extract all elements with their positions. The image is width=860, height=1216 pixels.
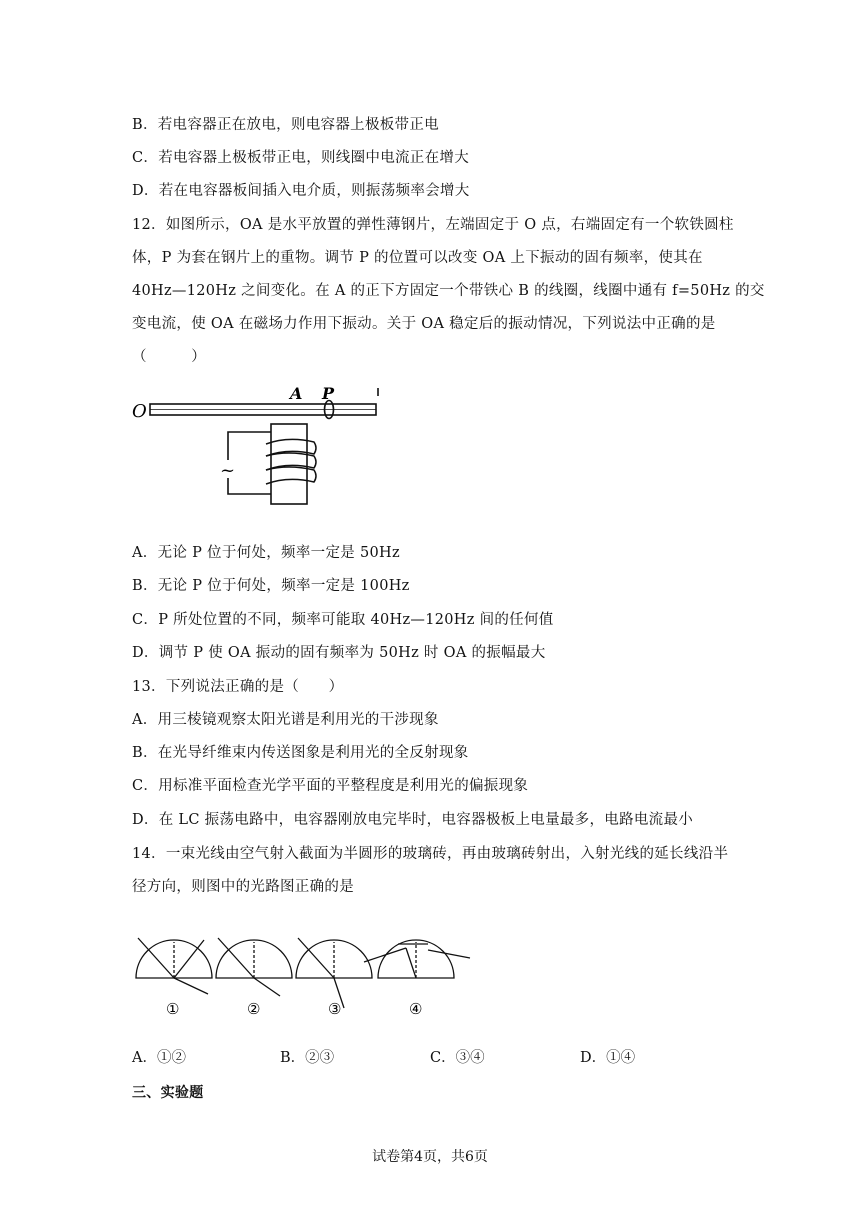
q12-option-c: C．P 所处位置的不同，频率可能取 40Hz—120Hz 间的任何值 (132, 612, 554, 628)
q12-stem-line-5: （ ） (132, 349, 206, 365)
figure-label-2: ② (247, 1000, 261, 1018)
label-p: P (322, 384, 335, 403)
section-title: 三、实验题 (132, 1085, 204, 1101)
q12-stem-line-2: 体，P 为套在钢片上的重物。调节 P 的位置可以改变 OA 上下振动的固有频率，使其在 (132, 250, 703, 266)
ac-source-symbol: ~ (220, 460, 236, 481)
q14-stem-line-2: 径方向，则图中的光路图正确的是 (132, 879, 354, 895)
figure-label-1: ① (166, 1000, 180, 1018)
q12-spring-steel-figure (128, 382, 388, 512)
q12-stem-line-1: 12．如图所示，OA 是水平放置的弹性薄钢片，左端固定于 O 点，右端固定有一个软铁圆柱 (132, 217, 734, 233)
q13-option-a: A．用三棱镜观察太阳光谱是利用光的干涉现象 (132, 712, 439, 728)
q11-option-b: B．若电容器正在放电，则电容器上极板带正电 (132, 117, 439, 133)
page-footer: 试卷第4页，共6页 (372, 1149, 488, 1165)
label-o: O (132, 401, 147, 422)
q14-option-b: B．②③ (280, 1050, 335, 1066)
q13-option-d: D．在 LC 振荡电路中，电容器刚放电完毕时，电容器极板上电量最多，电路电流最小 (132, 812, 694, 828)
figure-label-3: ③ (328, 1000, 342, 1018)
q13-stem: 13．下列说法正确的是（ ） (132, 679, 344, 695)
q14-stem-line-1: 14．一束光线由空气射入截面为半圆形的玻璃砖，再由玻璃砖射出，入射光线的延长线沿半 (132, 846, 729, 862)
q14-option-a: A．①② (132, 1050, 186, 1066)
q13-option-b: B．在光导纤维束内传送图象是利用光的全反射现象 (132, 745, 469, 761)
q11-option-c: C．若电容器上极板带正电，则线圈中电流正在增大 (132, 150, 469, 166)
figure-label-4: ④ (409, 1000, 423, 1018)
q14-option-d: D．①④ (580, 1050, 636, 1066)
q13-option-c: C．用标准平面检查光学平面的平整程度是利用光的偏振现象 (132, 778, 529, 794)
q14-light-path-figure (128, 928, 478, 1018)
q12-option-d: D．调节 P 使 OA 振动的固有频率为 50Hz 时 OA 的振幅最大 (132, 645, 546, 661)
label-a: A (290, 384, 303, 403)
q12-stem-line-4: 变电流，使 OA 在磁场力作用下振动。关于 OA 稳定后的振动情况，下列说法中正确的是 (132, 316, 716, 332)
q12-option-b: B．无论 P 位于何处，频率一定是 100Hz (132, 578, 410, 594)
q12-stem-line-3: 40Hz—120Hz 之间变化。在 A 的正下方固定一个带铁心 B 的线圈，线圈中通有 f=50Hz 的交 (132, 283, 765, 299)
q11-option-d: D．若在电容器板间插入电介质，则振荡频率会增大 (132, 183, 470, 199)
q12-option-a: A．无论 P 位于何处，频率一定是 50Hz (132, 545, 400, 561)
q14-option-c: C．③④ (430, 1050, 485, 1066)
